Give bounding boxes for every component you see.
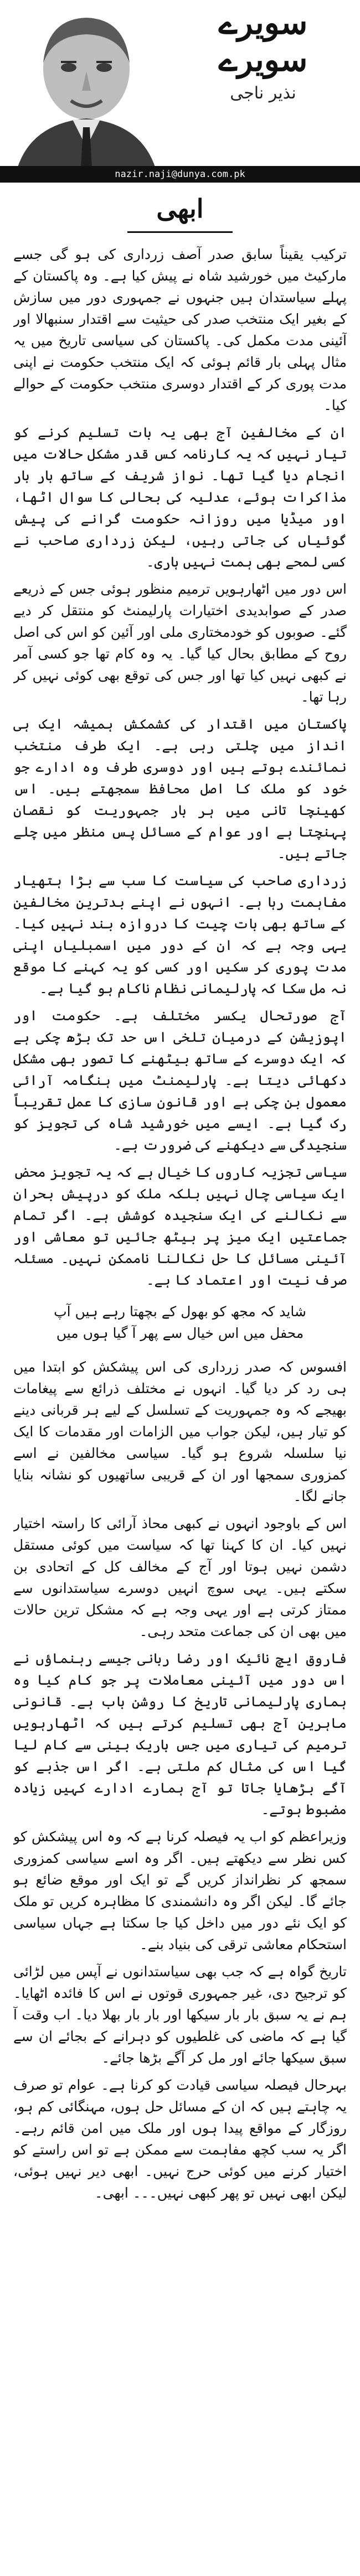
headline-divider bbox=[127, 231, 233, 233]
article-paragraph: وزیراعظم کو اب یہ فیصلہ کرنا ہے کہ وہ اس پیشکش کو کس نظر سے دیکھتے ہیں۔ اگر وہ اسے سیاسی کمزوری سمجھ کر نظرانداز کریں گے تو ایک اور موقع ضائع ہو جائے گا۔ لیکن اگر وہ دانشمندی کا مظاہرہ کریں تو ملک کو ایک نئے دور میں داخل کیا جا سکتا ہے جہاں سیاسی استحکام معاشی ترقی کی بنیاد بنے۔ bbox=[13, 1829, 347, 1952]
article-body bbox=[13, 243, 347, 2562]
column-brand-block bbox=[177, 4, 349, 103]
poetry-couplet bbox=[13, 1301, 347, 1344]
article-paragraph: آج صورتحال یکسر مختلف ہے۔ حکومت اور اپوزیشن کے درمیان تلخی اس حد تک بڑھ چکی ہے کہ ایک دوسرے کے ساتھ بیٹھنے کا تصور بھی مشکل دکھائی دیتا ہے۔ پارلیمنٹ میں ہنگامہ آرائی معمول بن چکی ہے اور قانون سازی کا عمل تقریباً رک گیا ہے۔ ایسے میں خورشید شاہ کی تجویز کو سنجیدگی سے دیکھنے کی ضرورت ہے۔ bbox=[13, 1007, 347, 1153]
columnist-portrait bbox=[3, 2, 169, 179]
column-brand: سویرے سویرے bbox=[218, 4, 308, 79]
article-paragraph: اس دور میں اٹھارہویں ترمیم منظور ہوئی جس کے ذریعے صدر کے صوابدیدی اختیارات پارلیمنٹ کو منتقل کر دیے گئے۔ صوبوں کو خودمختاری ملی اور آئین کو اس کی اصل روح کے مطابق بحال کیا گیا۔ یہ وہ کام تھا جو کسی آمر نے کبھی نہیں کیا تھا اور جس کی توقع بھی کوئی نہیں کر رہا تھا۔ bbox=[13, 581, 347, 705]
article-paragraph: اس کے باوجود انہوں نے کبھی محاذ آرائی کا راستہ اختیار نہیں کیا۔ ان کا کہنا تھا کہ سیاست میں کوئی مستقل دشمن نہیں ہوتا اور آج کے مخالف کل کے اتحادی بن سکتے ہیں۔ یہی سوچ انہیں دوسرے سیاستدانوں سے ممتاز کرتی ہے اور یہی وجہ ہے کہ مشکل ترین حالات میں بھی ان کی جماعت متحد رہی۔ bbox=[13, 1515, 347, 1639]
column-masthead bbox=[0, 0, 360, 188]
verse-line: محفل میں اس خیال سے پھر آ گیا ہوں میں bbox=[56, 1325, 304, 1341]
article-headline: ابھی bbox=[156, 194, 204, 224]
article-paragraph: بہرحال فیصلہ سیاسی قیادت کو کرنا ہے۔ عوام تو صرف یہ چاہتے ہیں کہ ان کے مسائل حل ہوں، مہنگائی کم ہو، روزگار کے مواقع پیدا ہوں اور ملک میں امن قائم رہے۔ اگر یہ سب کچھ مفاہمت سے ممکن ہے تو اس راستے کو اختیار کرنے میں کوئی حرج نہیں۔ ابھی دیر نہیں ہوئی، لیکن ابھی نہیں تو پھر کبھی نہیں۔۔۔ ابھی۔ bbox=[13, 2077, 347, 2201]
article-paragraph: سیاسی تجزیہ کاروں کا خیال ہے کہ یہ تجویز محض ایک سیاسی چال نہیں بلکہ ملک کو درپیش بحران سے نکالنے کی ایک سنجیدہ کوشش ہے۔ اگر تمام جماعتیں ایک میز پر بیٹھ جائیں تو معاشی اور آئینی مسائل کا حل نکالنا ناممکن نہیں۔ مسئلہ صرف نیت اور اعتماد کا ہے۔ bbox=[13, 1164, 347, 1288]
verse-line: شاید کہ مجھ کو بھول کے بچھتا رہے ہیں آپ bbox=[54, 1303, 306, 1320]
article-paragraph: زرداری صاحب کی سیاست کا سب سے بڑا ہتھیار مفاہمت رہا ہے۔ انہوں نے اپنے بدترین مخالفین کے ساتھ بھی بات چیت کا دروازہ بند نہیں کیا۔ یہی وجہ ہے کہ ان کے دور میں اسمبلیاں اپنی مدت پوری کر سکیں اور کسی کو یہ کہنے کا موقع نہ مل سکا کہ پارلیمانی نظام ناکام ہو گیا ہے۔ bbox=[13, 872, 347, 996]
article-paragraph: پاکستان میں اقتدار کی کشمکش ہمیشہ ایک ہی انداز میں چلتی رہی ہے۔ ایک طرف منتخب نمائندے ہوتے ہیں اور دوسری طرف وہ ادارے جو خود کو ملک کا اصل محافظ سمجھتے ہیں۔ اس کھینچا تانی میں ہر بار جمہوریت کو نقصان پہنچتا ہے اور عوام کے مسائل پس منظر میں چلے جاتے ہیں۔ bbox=[13, 716, 347, 861]
article-paragraph: افسوس کہ صدر زرداری کی اس پیشکش کو ابتدا میں ہی رد کر دیا گیا۔ انہوں نے مختلف ذرائع سے پیغامات بھیجے کہ وہ جمہوریت کے تسلسل کے لیے ہر قربانی دینے کو تیار ہیں، لیکن جواب میں الزامات اور مقدمات کا ایک نیا سلسلہ شروع ہو گیا۔ سیاسی مخالفین نے اسے کمزوری سمجھا اور ان کے قریبی ساتھیوں کو نشانہ بنایا جانے لگا۔ bbox=[13, 1359, 347, 1504]
author-name: نذیر ناجی bbox=[230, 84, 296, 103]
article-paragraph: ترکیب یقیناً سابق صدر آصف زرداری کی ہو گی جسے مارکیٹ میں خورشید شاہ نے پیش کیا ہے۔ وہ پاکستان کے پہلے سیاستدان ہیں جنہوں نے جمہوری دور میں سازش کے بغیر ایک منتخب صدر کی حیثیت سے اقتدار سنبھالا اور آئینی مدت مکمل کی۔ پاکستان کی سیاسی تاریخ میں یہ مثال پہلی بار قائم ہوئی کہ ایک منتخب حکومت نے اپنی مدت پوری کر کے اقتدار دوسری منتخب حکومت کے حوالے کیا۔ bbox=[13, 246, 347, 413]
article-paragraph: تاریخ گواہ ہے کہ جب بھی سیاستدانوں نے آپس میں لڑائی کو ترجیح دی، غیر جمہوری قوتوں نے اس کا فائدہ اٹھایا۔ ہم نے یہ سبق بار بار سیکھا اور بار بار بھلا دیا۔ اب وقت آ گیا ہے کہ ماضی کی غلطیوں کو دہرانے کے بجائے ان سے سبق سیکھا جائے اور مل کر آگے بڑھا جائے۔ bbox=[13, 1964, 347, 2066]
article-paragraph: فاروق ایچ نائیک اور رضا ربانی جیسے رہنماؤں نے اس دور میں آئینی معاملات پر جو کام کیا وہ ہماری پارلیمانی تاریخ کا روشن باب ہے۔ قانونی ماہرین آج بھی تسلیم کرتے ہیں کہ اٹھارہویں ترمیم کی تیاری میں جس باریک بینی سے کام لیا گیا اس کی مثال کم ملتی ہے۔ اگر اس جذبے کو آگے بڑھایا جاتا تو آج ہمارے ادارے کہیں زیادہ مضبوط ہوتے۔ bbox=[13, 1650, 347, 1817]
author-email[interactable]: nazir.naji@dunya.com.pk bbox=[0, 166, 360, 183]
article-paragraph: ان کے مخالفین آج بھی یہ بات تسلیم کرنے کو تیار نہیں کہ یہ کارنامہ کس قدر مشکل حالات میں انجام دیا گیا تھا۔ نواز شریف کے ساتھ بار بار مذاکرات ہوئے، عدلیہ کی بحالی کا سوال اٹھا، اور میڈیا میں روزانہ حکومت گرانے کی پیش گوئیاں کی جاتی رہیں، لیکن زرداری صاحب نے کسی لمحے بھی ہمت نہیں ہاری۔ bbox=[13, 424, 347, 570]
